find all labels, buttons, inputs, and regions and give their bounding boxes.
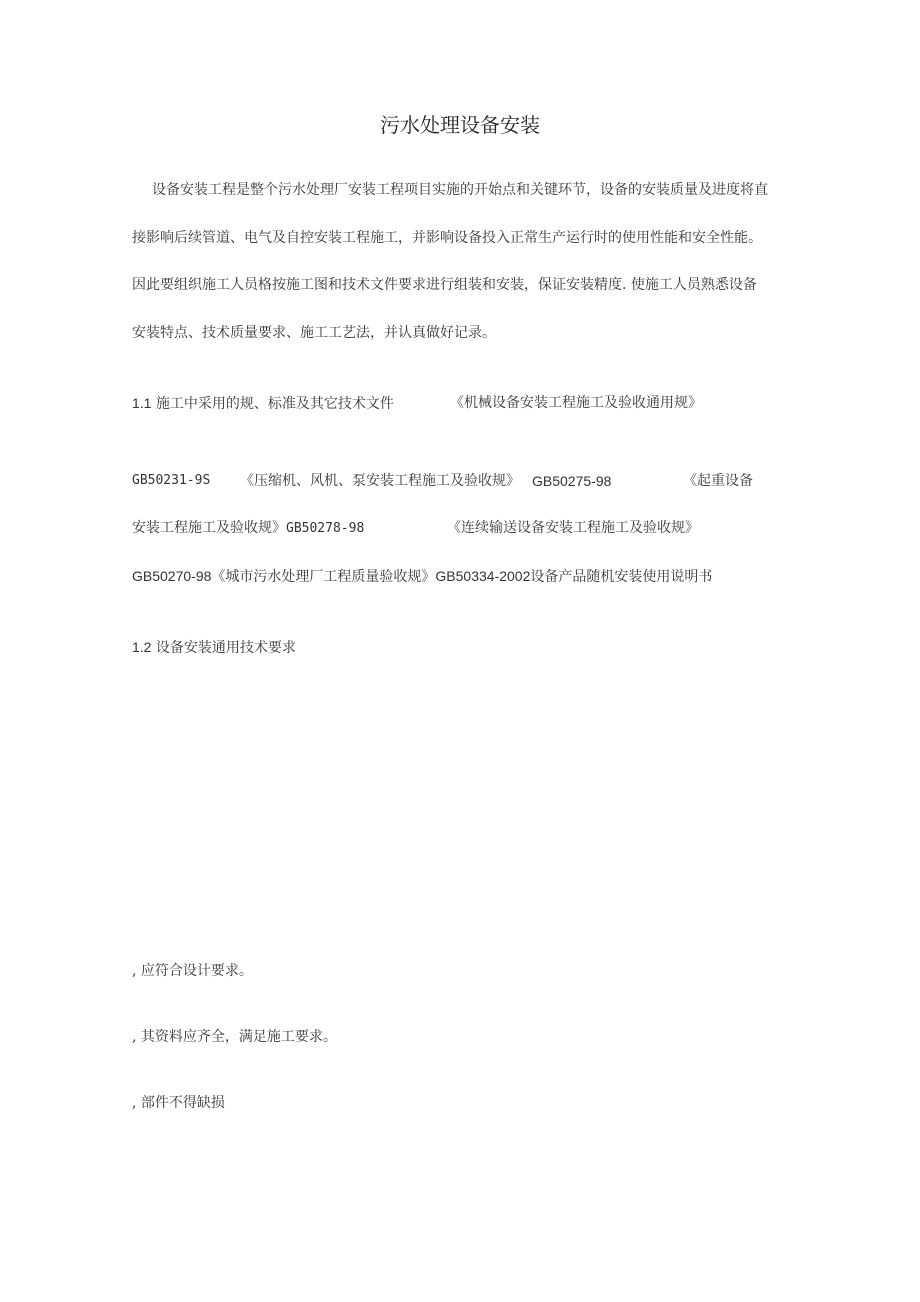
section-heading-text: 设备安装通用技术要求: [155, 640, 296, 656]
section-1-2-heading: [132, 638, 296, 657]
standard-code: GB50275-98: [532, 473, 612, 489]
standard-code: GB50270-98: [132, 568, 212, 584]
standard-code: GB50278-98: [286, 521, 365, 536]
section-heading-text: 施工中采用的规、标准及其它技术文件: [155, 396, 394, 412]
standard-code: GB50231-9S: [132, 473, 211, 488]
reference-line-3: [132, 567, 712, 586]
section-number: 1.2: [132, 639, 152, 655]
section-number: 1.1: [132, 395, 152, 411]
requirement-item: , 应符合设计要求。: [132, 963, 253, 979]
standard-title: 《压缩机、风机、泵安装工程施工及验收规》: [240, 473, 520, 489]
intro-line-1: 设备安装工程是整个污水处理厂安装工程项目实施的开始点和关键环节，设备的安装质量及进度将直: [152, 182, 768, 198]
intro-line-2: 接影响后续管道、电气及自控安装工程施工，并影响设备投入正常生产运行时的使用性能和安全性能。: [132, 230, 762, 246]
standard-title: 《起重设备: [683, 473, 753, 489]
requirement-item: , 其资料应齐全，满足施工要求。: [132, 1029, 337, 1045]
document-reference: 设备产品随机安装使用说明书: [530, 569, 713, 585]
standard-reference: 《机械设备安装工程施工及验收通用规》: [450, 395, 702, 411]
reference-line-2: [132, 519, 364, 538]
standard-title: 安装工程施工及验收规》: [132, 520, 286, 536]
standard-code: GB50334-2002: [435, 568, 531, 584]
standard-title: 《连续输送设备安装工程施工及验收规》: [447, 520, 699, 536]
intro-line-4: 安装特点、技术质量要求、施工工艺法，并认真做好记录。: [132, 325, 496, 341]
section-1-1-heading: [132, 394, 394, 413]
standard-title: 《城市污水处理厂工程质量验收规》: [211, 569, 436, 585]
document-title: 污水处理设备安装: [380, 113, 540, 137]
intro-line-3: 因此要组织施工人员格按施工图和技术文件要求进行组装和安装，保证安装精度. 使施工人员熟悉设备: [132, 277, 757, 293]
requirement-item: , 部件不得缺损: [132, 1095, 225, 1111]
